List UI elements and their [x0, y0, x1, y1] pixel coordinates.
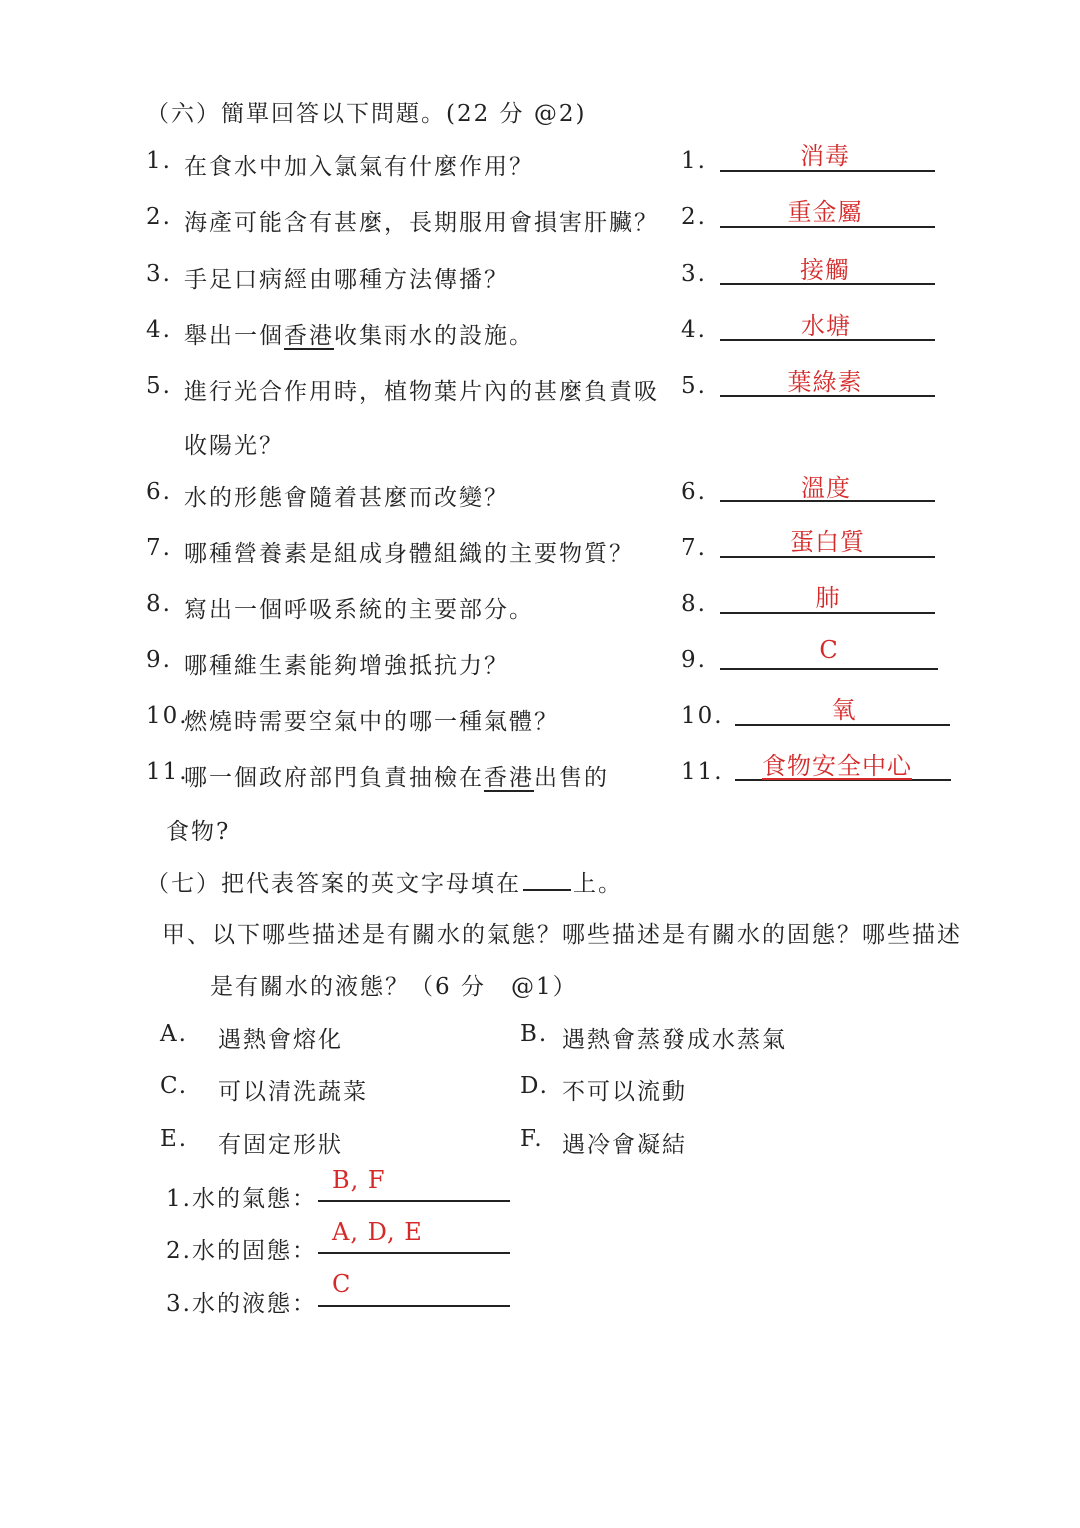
answer-8-text: 肺 — [815, 584, 841, 612]
answer-10-text: 氧 — [831, 696, 857, 724]
question-10-number: 10. — [146, 703, 189, 729]
answer-8-number: 8. — [681, 591, 707, 617]
answer-2-text: 重金屬 — [787, 198, 863, 226]
question-7-number: 7. — [146, 535, 172, 561]
question-8-number: 8. — [146, 591, 172, 617]
option-f-letter: F. — [520, 1126, 544, 1152]
question-6-text: 水的形態會隨着甚麼而改變？ — [184, 485, 509, 511]
question-5-text-continued: 收陽光？ — [184, 433, 284, 459]
question-4-number: 4. — [146, 317, 172, 343]
question-11-number: 11. — [146, 759, 189, 785]
section-7-subquestion-line-1: 甲、以下哪些描述是有關水的氣態？哪些描述是有關水的固態？哪些描述 — [162, 922, 962, 948]
blank-line-example — [523, 869, 571, 891]
fill-gas-line — [318, 1200, 510, 1202]
section-6-title: （六）簡單回答以下問題。(22 分 @2) — [146, 101, 587, 127]
answer-5-text: 葉綠素 — [787, 368, 863, 396]
answer-3-number: 3. — [681, 261, 707, 287]
answer-5-number: 5. — [681, 373, 707, 399]
fill-gas-answer: B, F — [332, 1166, 386, 1194]
question-11-text: 哪一個政府部門負責抽檢在香港出售的 — [184, 765, 609, 791]
answer-9-text: C — [819, 636, 839, 664]
answer-3-text: 接觸 — [800, 256, 850, 284]
question-7-text: 哪種營養素是組成身體組織的主要物質？ — [184, 541, 634, 567]
fill-liquid-label: 3.水的液態： — [166, 1291, 317, 1317]
question-5-text: 進行光合作用時，植物葉片內的甚麼負責吸 — [184, 379, 659, 405]
answer-4-text: 水塘 — [801, 312, 851, 340]
answer-9-line — [720, 668, 938, 670]
answer-7-text: 蛋白質 — [790, 528, 865, 556]
answer-6-number: 6. — [681, 479, 707, 505]
question-2-text: 海產可能含有甚麼，長期服用會損害肝臟？ — [184, 210, 659, 236]
answer-4-number: 4. — [681, 317, 707, 343]
option-d-text: 不可以流動 — [562, 1079, 687, 1105]
option-d-letter: D. — [520, 1073, 549, 1099]
question-3-text: 手足口病經由哪種方法傳播？ — [184, 267, 509, 293]
answer-7-number: 7. — [681, 535, 707, 561]
fill-liquid-answer: C — [332, 1270, 352, 1298]
answer-11-number: 11. — [681, 759, 724, 785]
fill-solid-answer: A, D, E — [332, 1218, 423, 1246]
question-9-text: 哪種維生素能夠增強抵抗力？ — [184, 653, 509, 679]
question-3-number: 3. — [146, 261, 172, 287]
option-b-text: 遇熱會蒸發成水蒸氣 — [562, 1027, 787, 1053]
fill-gas-label: 1.水的氣態： — [166, 1186, 317, 1212]
section-7-title: （七）把代表答案的英文字母填在 上。 — [146, 871, 623, 897]
question-6-number: 6. — [146, 479, 172, 505]
option-e-letter: E. — [160, 1126, 189, 1152]
answer-9-number: 9. — [681, 647, 707, 673]
question-2-number: 2. — [146, 204, 172, 230]
option-f-text: 遇冷會凝結 — [562, 1132, 687, 1158]
question-1-number: 1. — [146, 148, 172, 174]
question-1-text: 在食水中加入氯氣有什麼作用？ — [184, 154, 534, 180]
answer-6-text: 溫度 — [801, 474, 851, 502]
option-b-letter: B. — [520, 1021, 549, 1047]
fill-liquid-line — [318, 1305, 510, 1307]
question-11-text-continued: 食物? — [166, 819, 231, 845]
option-c-letter: C. — [160, 1073, 189, 1099]
question-4-text: 舉出一個香港收集雨水的設施。 — [184, 323, 534, 349]
section-7-subquestion-line-2: 是有關水的液態？（6 分 @1） — [210, 974, 578, 1000]
question-10-text: 燃燒時需要空氣中的哪一種氣體？ — [184, 709, 559, 735]
answer-11-text: 食物安全中心 — [762, 752, 912, 780]
answer-10-number: 10. — [681, 703, 724, 729]
hong-kong-underlined: 香港 — [484, 765, 534, 791]
option-a-letter: A. — [160, 1021, 188, 1047]
option-a-text: 遇熱會熔化 — [218, 1027, 343, 1053]
answer-1-number: 1. — [681, 148, 707, 174]
question-8-text: 寫出一個呼吸系統的主要部分。 — [184, 597, 534, 623]
question-9-number: 9. — [146, 647, 172, 673]
question-5-number: 5. — [146, 373, 172, 399]
option-c-text: 可以清洗蔬菜 — [218, 1079, 368, 1105]
hong-kong-underlined: 香港 — [284, 323, 334, 349]
fill-solid-label: 2.水的固態： — [166, 1238, 317, 1264]
option-e-text: 有固定形狀 — [218, 1132, 343, 1158]
answer-1-text: 消毒 — [800, 142, 850, 170]
fill-solid-line — [318, 1252, 510, 1254]
answer-2-number: 2. — [681, 204, 707, 230]
